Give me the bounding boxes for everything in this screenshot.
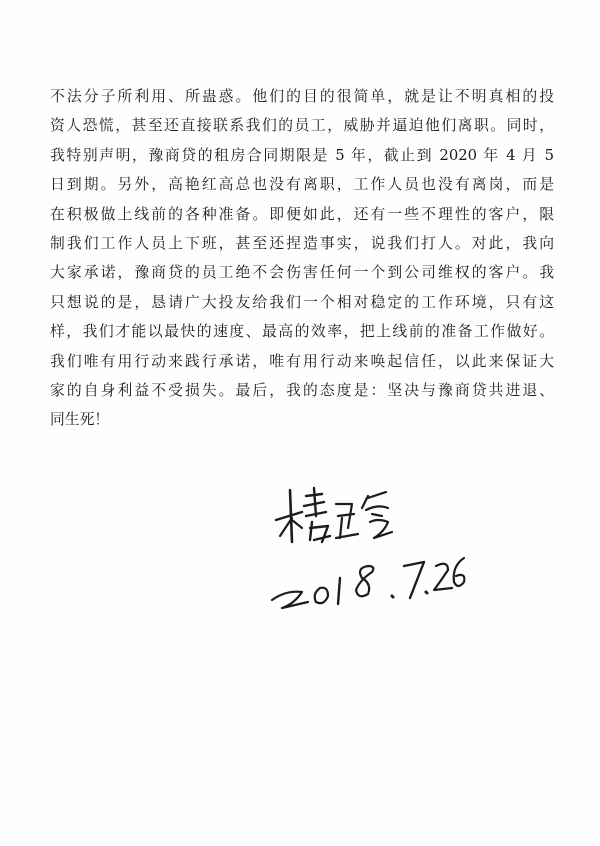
body-line-3: 我特别声明，豫商贷的租房合同期限是 5 年，截止到 2020 年 4 月 5	[50, 146, 554, 164]
body-line-8: 只想说的是，恳请广大投友给我们一个相对稳定的工作环境，只有这	[50, 293, 554, 311]
body-line-11: 家的自身利益不受损失。最后，我的态度是：坚决与豫商贷共进退、	[50, 381, 554, 399]
body-line-5: 在积极做上线前的各种准备。即便如此，还有一些不理性的客户，限	[50, 205, 554, 223]
body-line-9: 样，我们才能以最快的速度、最高的效率，把上线前的准备工作做好。	[50, 323, 554, 341]
body-line-4: 日到期。另外，高艳红高总也没有离职，工作人员也没有离岗，而是	[50, 176, 554, 194]
handwritten-signature	[262, 482, 462, 552]
letter-body	[50, 82, 554, 435]
body-line-7: 大家承诺，豫商贷的员工绝不会伤害任何一个到公司维权的客户。我	[50, 264, 554, 282]
body-line-2: 资人恐慌，甚至还直接联系我们的员工，威胁并逼迫他们离职。同时，	[50, 117, 554, 135]
handwritten-date	[268, 548, 468, 614]
body-line-1: 不法分子所利用、所蛊惑。他们的目的很简单，就是让不明真相的投	[50, 88, 554, 105]
body-line-12: 同生死！	[50, 411, 110, 429]
body-line-10: 我们唯有用行动来践行承诺，唯有用行动来唤起信任，以此来保证大	[50, 352, 554, 370]
body-line-6: 制我们工作人员上下班，甚至还捏造事实，说我们打人。对此，我向	[50, 234, 554, 252]
